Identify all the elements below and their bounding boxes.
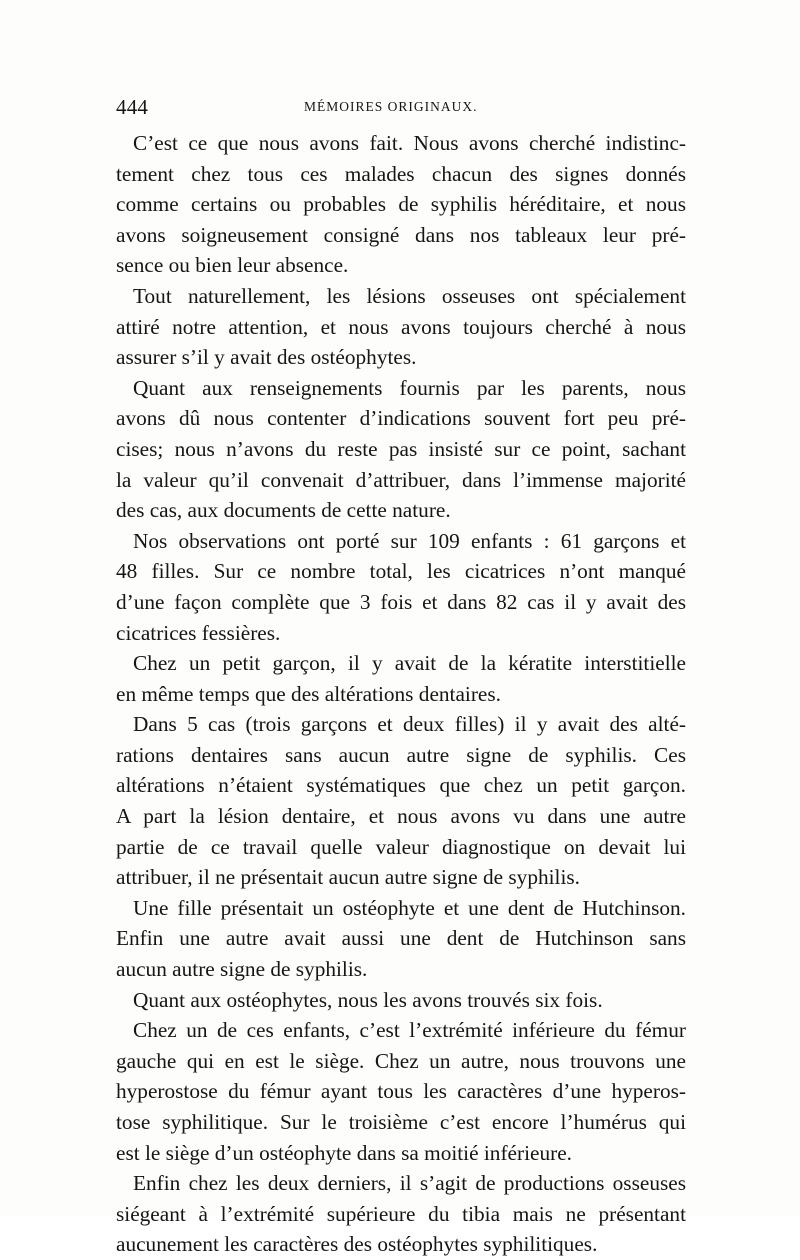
text-line: aucunement les caractères des ostéophytes syphilitiques. [116, 1232, 598, 1257]
text-line: hyperostose du fémur ayant tous les caractères d’une hyperos- [116, 1079, 686, 1104]
text-line: C’est ce que nous avons fait. Nous avons cherché indistinc- [133, 131, 686, 155]
text-line: Enfin une autre avait aussi une dent de Hutchinson sans [116, 926, 686, 951]
text-line: Chez un petit garçon, il y avait de la kératite interstitielle [133, 651, 686, 676]
text-line: cicatrices fessières. [116, 620, 281, 645]
text-line: 48 filles. Sur ce nombre total, les cicatrices n’ont manqué [116, 559, 686, 584]
text-line: altérations n’étaient systématiques que chez un petit garçon. [116, 773, 686, 798]
running-head [116, 94, 686, 120]
text-line: attribuer, il ne présentait aucun autre signe de syphilis. [116, 865, 580, 890]
text-line: Une fille présentait un ostéophyte et une dent de Hutchinson. [133, 895, 686, 920]
text-line: comme certains ou probables de syphilis héréditaire, et nous [116, 192, 686, 217]
text-line: gauche qui en est le siège. Chez un autre, nous trouvons une [116, 1048, 686, 1073]
text-line: Tout naturellement, les lésions osseuses ont spécialement [133, 283, 686, 308]
text-line: d’une façon complète que 3 fois et dans 82 cas il y avait des [116, 589, 686, 614]
text-line: Chez un de ces enfants, c’est l’extrémité inférieure du fémur [133, 1018, 686, 1043]
running-title: MÉMOIRES ORIGINAUX. [304, 99, 478, 114]
text-line: A part la lésion dentaire, et nous avons vu dans une autre [116, 804, 686, 829]
text-line: avons dû nous contenter d’indications souvent fort peu pré- [116, 406, 686, 431]
text-line: Enfin chez les deux derniers, il s’agit de productions osseuses [133, 1171, 686, 1196]
text-line: Nos observations ont porté sur 109 enfants : 61 garçons et [133, 528, 686, 553]
text-line: Quant aux renseignements fournis par les parents, nous [133, 375, 686, 400]
text-line: Dans 5 cas (trois garçons et deux filles) il y avait des alté- [133, 712, 686, 737]
text-line: cises; nous n’avons du reste pas insisté sur ce point, sachant [116, 436, 686, 461]
text-line: est le siège d’un ostéophyte dans sa moitié inférieure. [116, 1140, 572, 1165]
page-number: 444 [116, 95, 149, 119]
text-line: assurer s’il y avait des ostéophytes. [116, 345, 417, 370]
text-line: en même temps que des altérations dentaires. [116, 681, 501, 706]
text-line: avons soigneusement consigné dans nos tableaux leur pré- [116, 222, 686, 247]
text-line: des cas, aux documents de cette nature. [116, 498, 451, 523]
text-line: aucun autre signe de syphilis. [116, 957, 368, 982]
body-text [116, 128, 686, 1260]
text-line: tement chez tous ces malades chacun des signes donnés [116, 161, 686, 186]
text-line: tose syphilitique. Sur le troisième c’est encore l’humérus qui [116, 1110, 686, 1134]
text-line: rations dentaires sans aucun autre signe de syphilis. Ces [116, 742, 686, 767]
text-line: la valeur qu’il convenait d’attribuer, dans l’immense majorité [116, 467, 686, 492]
text-line: sence ou bien leur absence. [116, 253, 349, 278]
text-line: Quant aux ostéophytes, nous les avons trouvés six fois. [133, 987, 603, 1012]
text-line: siégeant à l’extrémité supérieure du tibia mais ne présentant [116, 1201, 686, 1226]
text-line: attiré notre attention, et nous avons toujours cherché à nous [116, 314, 686, 339]
text-line: partie de ce travail quelle valeur diagnostique on devait lui [116, 834, 686, 859]
